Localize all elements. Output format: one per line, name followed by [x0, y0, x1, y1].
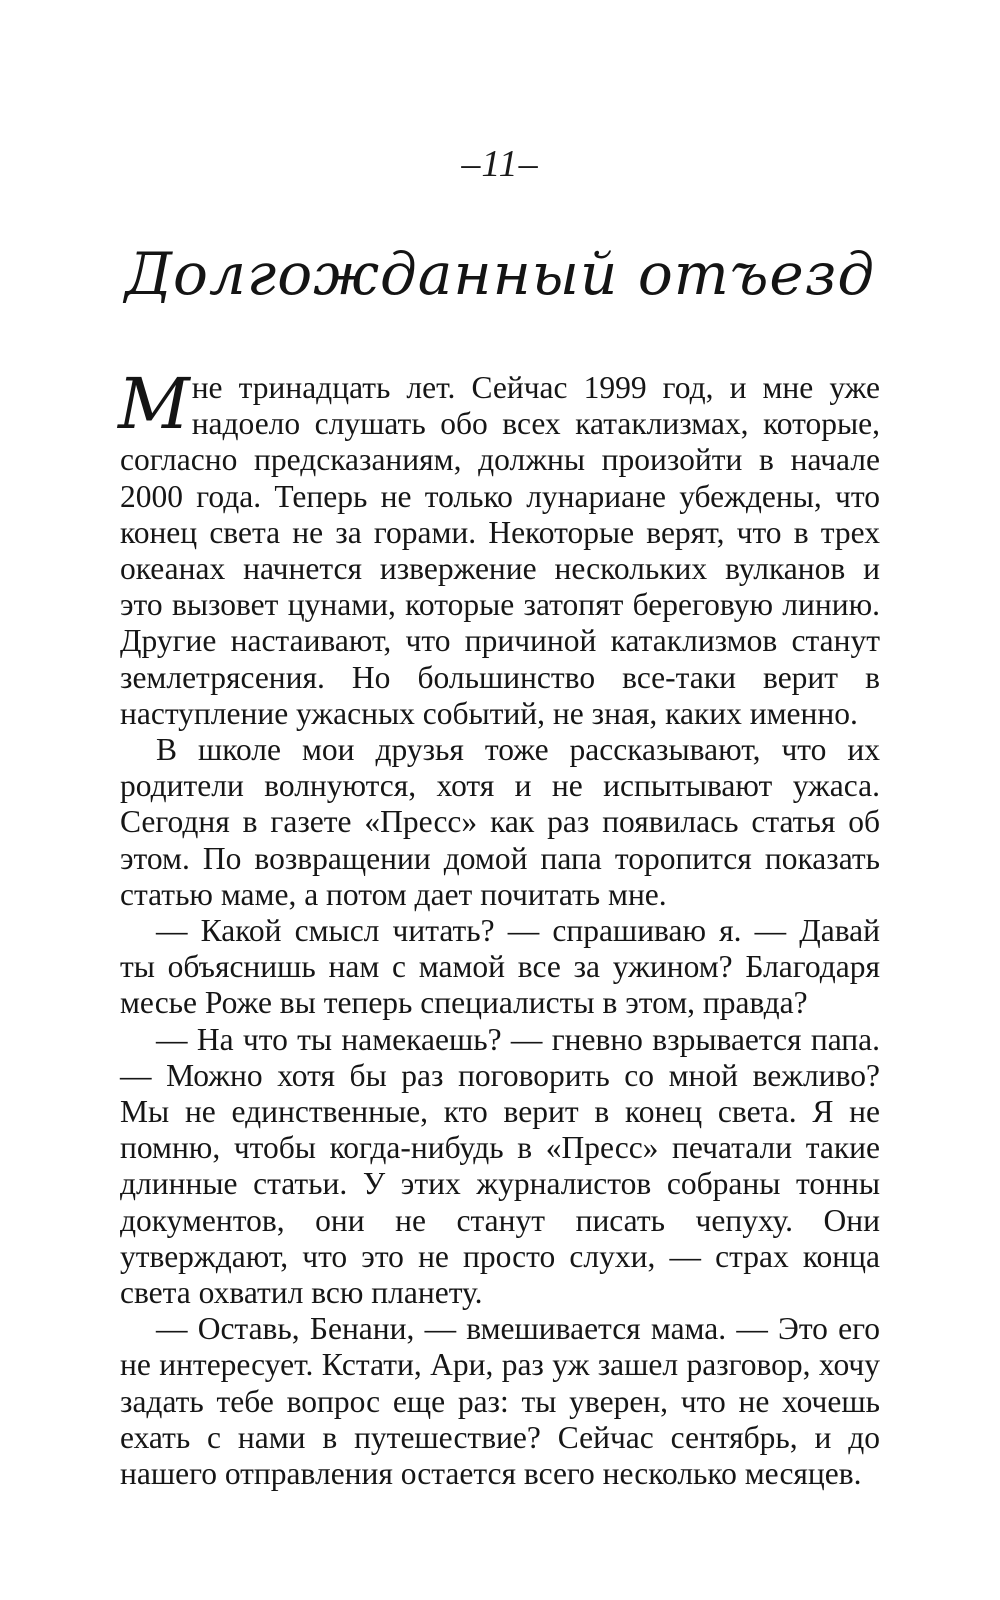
- chapter-body: [118, 363, 880, 1492]
- paragraph-1-text: не тринадцать лет. Сейчас 1999 год, и мне уже надоело слушать обо всех катаклизмах, которые, согласно предсказаниям, должны произойти в начале 2000 года. Теперь не только лунариане убеждены, что конец света не за горами. Некоторые верят, что в трех океанах начнется извержение нескольких вулканов и это вызовет цунами, которые затопят береговую линию. Другие настаивают, что причиной катаклизмов станут землетрясения. Но большинство все-таки верит в наступление ужасных событий, не зная, каких именно.: [120, 370, 880, 731]
- paragraph-4: — На что ты намекаешь? — гневно взрывается папа. — Можно хотя бы раз поговорить со мной вежливо? Мы не единственные, кто верит в конец света. Я не помню, чтобы когда-нибудь в «Пресс» печатали такие длинные статьи. У этих журналистов собраны тонны документов, они не станут писать чепуху. Они утверждают, что это не просто слухи, — страх конца света охватил всю планету.: [120, 1021, 880, 1311]
- paragraph-5: — Оставь, Бенани, — вмешивается мама. — Это его не интересует. Кстати, Ари, раз уж зашел разговор, хочу задать тебе вопрос еще раз: ты уверен, что не хочешь ехать с нами в путешествие? Сейчас сентябрь, и до нашего отправления остается всего несколько месяцев.: [120, 1311, 880, 1492]
- drop-cap: М: [118, 363, 190, 445]
- chapter-title: Долгожданный отъезд: [124, 240, 876, 308]
- paragraph-3: — Какой смысл читать? — спрашиваю я. — Давай ты объяснишь нам с мамой все за ужином? Благодаря месье Роже вы теперь специалисты в этом, правда?: [120, 913, 880, 1021]
- chapter-number: –11–: [461, 143, 539, 185]
- paragraph-2: В школе мои друзья тоже рассказывают, что их родители волнуются, хотя и не испытывают ужаса. Сегодня в газете «Пресс» как раз появилась статья об этом. По возвращении домой папа торопится показать статью маме, а потом дает почитать мне.: [120, 732, 880, 912]
- paragraph-1: [118, 363, 880, 732]
